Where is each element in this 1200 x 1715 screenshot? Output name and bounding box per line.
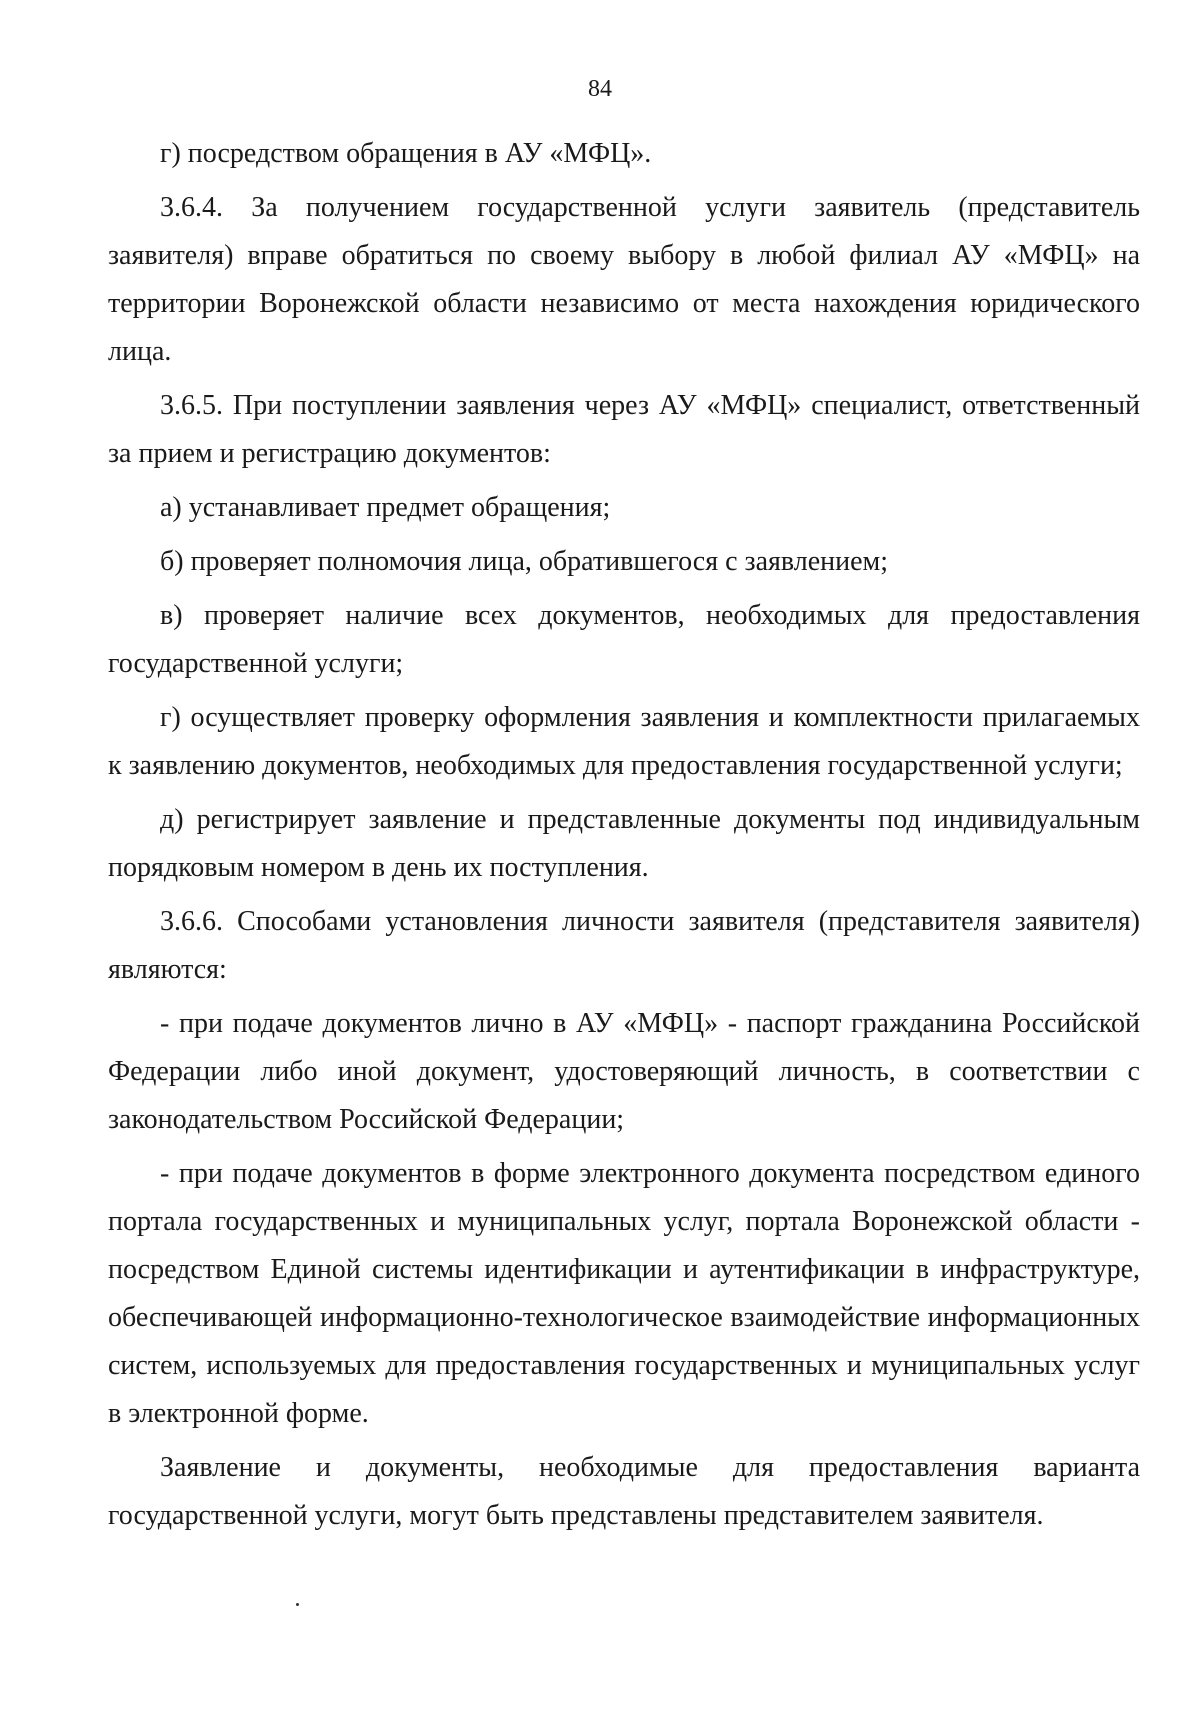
paragraph-representative: Заявление и документы, необходимые для предоставления варианта государственной услуги, могут быть представлены представителем заявителя. <box>108 1452 1140 1531</box>
list-item-v: в) проверяет наличие всех документов, необходимых для предоставления государственной услуги; <box>108 600 1140 679</box>
page-number: 84 <box>588 76 612 102</box>
list-item-a: а) устанавливает предмет обращения; <box>160 492 611 523</box>
document-body <box>108 130 1140 1540</box>
paragraph-item-g-mfc: г) посредством обращения в АУ «МФЦ». <box>160 138 652 169</box>
scan-speck <box>296 1603 299 1606</box>
paragraph-3-6-4: 3.6.4. За получением государственной услуги заявитель (представитель заявителя) вправе обратиться по своему выбору в любой филиал АУ «МФЦ» на территории Воронежской области независимо от места нахождения юридического лица. <box>108 192 1140 367</box>
dash-item-electronic: - при подаче документов в форме электронного документа посредством единого портала государственных и муниципальных услуг, портала Воронежской области - посредством Единой системы идентификации и аутентификации в инфраструктуре, обеспечивающей информационно-технологическое взаимодействие информационных систем, используемых для предоставления государственных и муниципальных услуг в электронной форме. <box>108 1158 1140 1429</box>
list-item-d: д) регистрирует заявление и представленные документы под индивидуальным порядковым номером в день их поступления. <box>108 804 1140 883</box>
paragraph-3-6-6: 3.6.6. Способами установления личности заявителя (представителя заявителя) являются: <box>108 906 1140 985</box>
dash-item-in-person: - при подаче документов лично в АУ «МФЦ» - паспорт гражданина Российской Федерации либо иной документ, удостоверяющий личность, в соответствии с законодательством Российской Федерации; <box>108 1008 1140 1135</box>
list-item-b: б) проверяет полномочия лица, обратившегося с заявлением; <box>160 546 889 577</box>
paragraph-3-6-5: 3.6.5. При поступлении заявления через АУ «МФЦ» специалист, ответственный за прием и регистрацию документов: <box>108 390 1140 469</box>
list-item-g: г) осуществляет проверку оформления заявления и комплектности прилагаемых к заявлению документов, необходимых для предоставления государственной услуги; <box>108 702 1140 781</box>
